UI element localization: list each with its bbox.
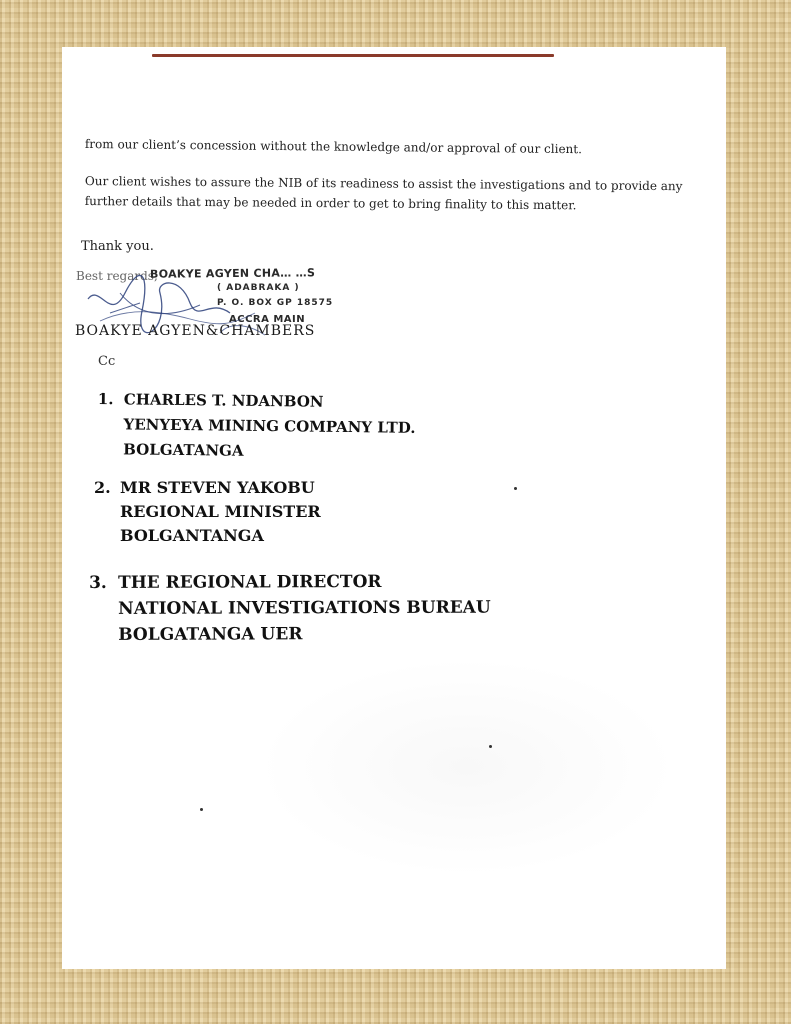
scan-smudge	[257, 657, 677, 877]
letter-page	[62, 47, 726, 969]
stamp-line-1: BOAKYE AGYEN CHA… …S	[149, 266, 316, 281]
recipient-line: BOLGATANGA	[123, 440, 244, 460]
recipient-number: 1.	[97, 389, 114, 409]
recipient-line: YENYEYA MINING COMPANY LTD.	[123, 415, 416, 437]
recipient-line: REGIONAL MINISTER	[120, 502, 321, 521]
firm-name: BOAKYE AGYEN&CHAMBERS	[75, 323, 316, 339]
scan-speck	[514, 487, 517, 490]
paragraph-1: from our client’s concession without the knowledge and/or approval of our client.	[84, 136, 583, 157]
stamp-line-3: P. O. BOX GP 18575	[217, 298, 334, 308]
closing-text: Thank you.	[81, 239, 154, 254]
recipient-line: NATIONAL INVESTIGATIONS BUREAU	[118, 597, 491, 619]
scan-speck	[200, 808, 203, 811]
scan-speck	[489, 745, 492, 748]
recipient-line: MR STEVEN YAKOBU	[120, 478, 315, 497]
recipient-line: BOLGATANGA UER	[118, 624, 303, 645]
paragraph-2: Our client wishes to assure the NIB of its readiness to assist the investigations and to provide any further details that may be needed in order to get to bring finality to this matter.	[84, 173, 683, 213]
cc-label: Cc	[98, 354, 116, 369]
stamp-line-2: ( ADABRAKA )	[217, 283, 300, 293]
recipient-line: BOLGANTANGA	[120, 526, 264, 545]
salutation-text: Best regards,	[76, 269, 158, 283]
recipient-number: 3.	[89, 572, 107, 593]
stamp-line-4: ACCRA MAIN	[229, 314, 306, 325]
recipient-line: THE REGIONAL DIRECTOR	[118, 571, 382, 593]
recipient-number: 2.	[94, 478, 111, 497]
recipient-line: CHARLES T. NDANBON	[123, 390, 324, 411]
header-rule	[152, 54, 554, 57]
